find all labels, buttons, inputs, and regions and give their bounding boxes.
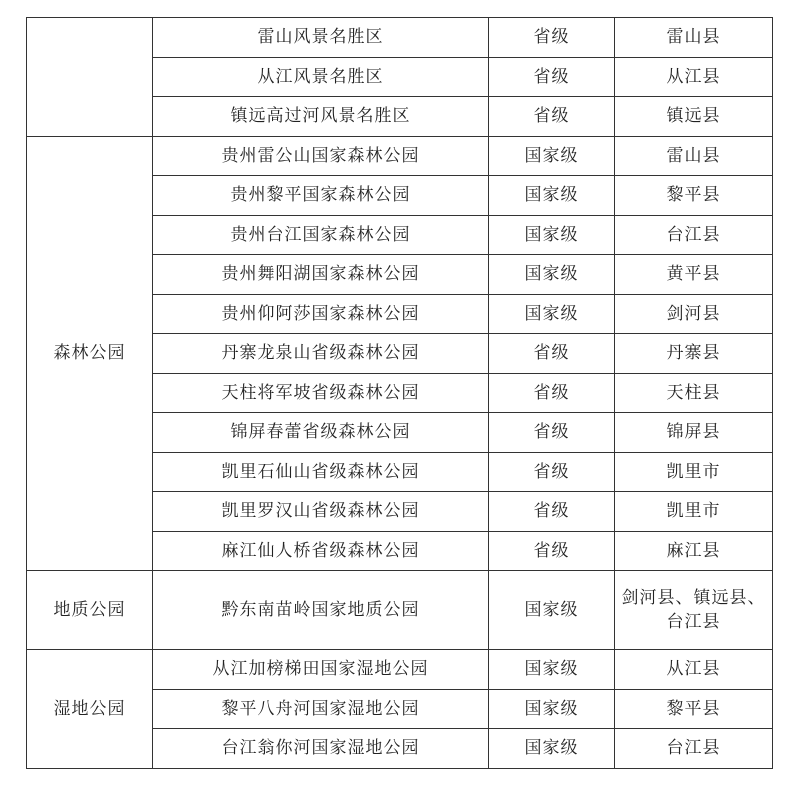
level-cell: 国家级	[489, 294, 615, 334]
area-name-cell: 从江风景名胜区	[153, 57, 489, 97]
location-cell: 天柱县	[615, 373, 773, 413]
area-name-cell: 贵州黎平国家森林公园	[153, 176, 489, 216]
level-cell: 省级	[489, 413, 615, 453]
location-line: 台江县	[666, 612, 721, 632]
area-name-cell: 台江翁你河国家湿地公园	[153, 729, 489, 769]
area-name-cell: 从江加榜梯田国家湿地公园	[153, 650, 489, 690]
location-cell: 凯里市	[615, 492, 773, 532]
area-name-cell: 锦屏春蕾省级森林公园	[153, 413, 489, 453]
area-name-cell: 麻江仙人桥省级森林公园	[153, 531, 489, 571]
category-cell-geo: 地质公园	[27, 571, 153, 650]
level-cell: 省级	[489, 334, 615, 374]
category-cell-wetland: 湿地公园	[27, 650, 153, 769]
area-name-cell: 贵州舞阳湖国家森林公园	[153, 255, 489, 295]
location-cell: 台江县	[615, 729, 773, 769]
area-name-cell: 黔东南苗岭国家地质公园	[153, 571, 489, 650]
location-cell: 丹寨县	[615, 334, 773, 374]
level-cell: 国家级	[489, 136, 615, 176]
location-cell: 镇远县	[615, 97, 773, 137]
area-name-cell: 贵州台江国家森林公园	[153, 215, 489, 255]
location-cell: 台江县	[615, 215, 773, 255]
area-name-cell: 丹寨龙泉山省级森林公园	[153, 334, 489, 374]
location-cell: 剑河县	[615, 294, 773, 334]
area-name-cell: 镇远高过河风景名胜区	[153, 97, 489, 137]
location-cell: 锦屏县	[615, 413, 773, 453]
area-name-cell: 雷山风景名胜区	[153, 18, 489, 58]
category-cell-forest: 森林公园	[27, 136, 153, 571]
location-cell: 麻江县	[615, 531, 773, 571]
level-cell: 省级	[489, 531, 615, 571]
location-cell	[615, 571, 773, 650]
level-cell: 国家级	[489, 571, 615, 650]
area-name-cell: 凯里石仙山省级森林公园	[153, 452, 489, 492]
level-cell: 国家级	[489, 255, 615, 295]
location-cell: 凯里市	[615, 452, 773, 492]
location-line: 剑河县、镇远县、	[621, 588, 766, 608]
location-cell: 黎平县	[615, 689, 773, 729]
location-cell: 从江县	[615, 57, 773, 97]
area-name-cell: 凯里罗汉山省级森林公园	[153, 492, 489, 532]
table-row	[27, 18, 773, 58]
location-cell: 黎平县	[615, 176, 773, 216]
level-cell: 国家级	[489, 650, 615, 690]
area-name-cell: 天柱将军坡省级森林公园	[153, 373, 489, 413]
table-row	[27, 650, 773, 690]
location-cell: 雷山县	[615, 18, 773, 58]
area-name-cell: 贵州仰阿莎国家森林公园	[153, 294, 489, 334]
category-cell-scenic	[27, 18, 153, 137]
level-cell: 国家级	[489, 689, 615, 729]
table-row	[27, 571, 773, 650]
protected-areas-table	[26, 17, 773, 769]
area-name-cell: 黎平八舟河国家湿地公园	[153, 689, 489, 729]
level-cell: 省级	[489, 18, 615, 58]
level-cell: 省级	[489, 492, 615, 532]
location-cell: 雷山县	[615, 136, 773, 176]
location-cell: 黄平县	[615, 255, 773, 295]
level-cell: 省级	[489, 452, 615, 492]
location-cell: 从江县	[615, 650, 773, 690]
area-name-cell: 贵州雷公山国家森林公园	[153, 136, 489, 176]
level-cell: 国家级	[489, 215, 615, 255]
level-cell: 国家级	[489, 176, 615, 216]
level-cell: 省级	[489, 373, 615, 413]
level-cell: 省级	[489, 97, 615, 137]
level-cell: 省级	[489, 57, 615, 97]
level-cell: 国家级	[489, 729, 615, 769]
table-row	[27, 136, 773, 176]
